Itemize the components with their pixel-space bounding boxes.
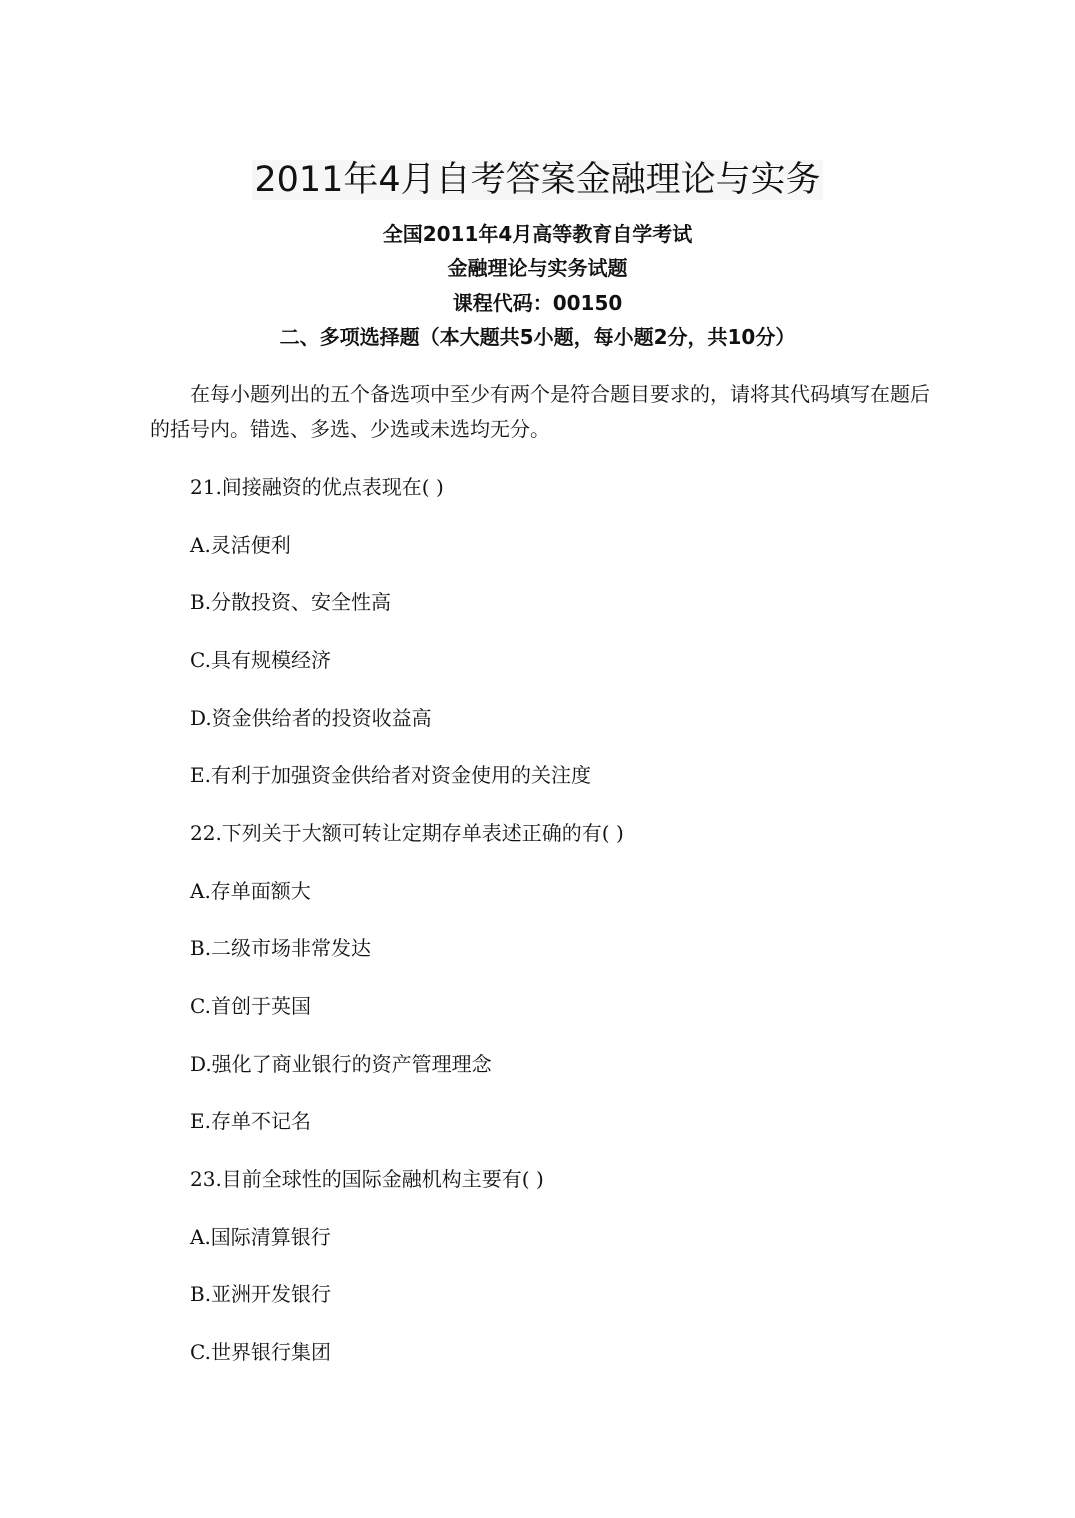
- option-23-a: A.国际清算银行: [190, 1225, 331, 1249]
- page-title: 2011年4月自考答案金融理论与实务: [254, 160, 821, 200]
- option-23-b: B.亚洲开发银行: [190, 1282, 332, 1306]
- exam-subject: 金融理论与实务试题: [447, 256, 628, 280]
- option-22-d: D.强化了商业银行的资产管理理念: [190, 1052, 492, 1076]
- option-21-a: A.灵活便利: [190, 533, 291, 557]
- option-22-c: C.首创于英国: [190, 994, 311, 1018]
- question-21: 21.间接融资的优点表现在( ): [190, 475, 444, 499]
- exam-name: 全国2011年4月高等教育自学考试: [382, 222, 693, 246]
- option-22-b: B.二级市场非常发达: [190, 936, 372, 960]
- option-21-d: D.资金供给者的投资收益高: [190, 706, 432, 730]
- section-heading: 二、多项选择题（本大题共5小题，每小题2分，共10分）: [279, 325, 796, 349]
- option-22-e: E.存单不记名: [190, 1109, 311, 1133]
- option-21-c: C.具有规模经济: [190, 648, 331, 672]
- option-23-c: C.世界银行集团: [190, 1340, 331, 1364]
- course-code: 课程代码：00150: [452, 291, 623, 315]
- question-23: 23.目前全球性的国际金融机构主要有( ): [190, 1167, 544, 1191]
- instructions: 在每小题列出的五个备选项中至少有两个是符合题目要求的，请将其代码填写在题后的括号内。错选、多选、少选或未选均无分。: [150, 382, 930, 441]
- option-21-b: B.分散投资、安全性高: [190, 590, 392, 614]
- question-22: 22.下列关于大额可转让定期存单表述正确的有( ): [190, 821, 624, 845]
- option-22-a: A.存单面额大: [190, 879, 311, 903]
- option-21-e: E.有利于加强资金供给者对资金使用的关注度: [190, 763, 591, 787]
